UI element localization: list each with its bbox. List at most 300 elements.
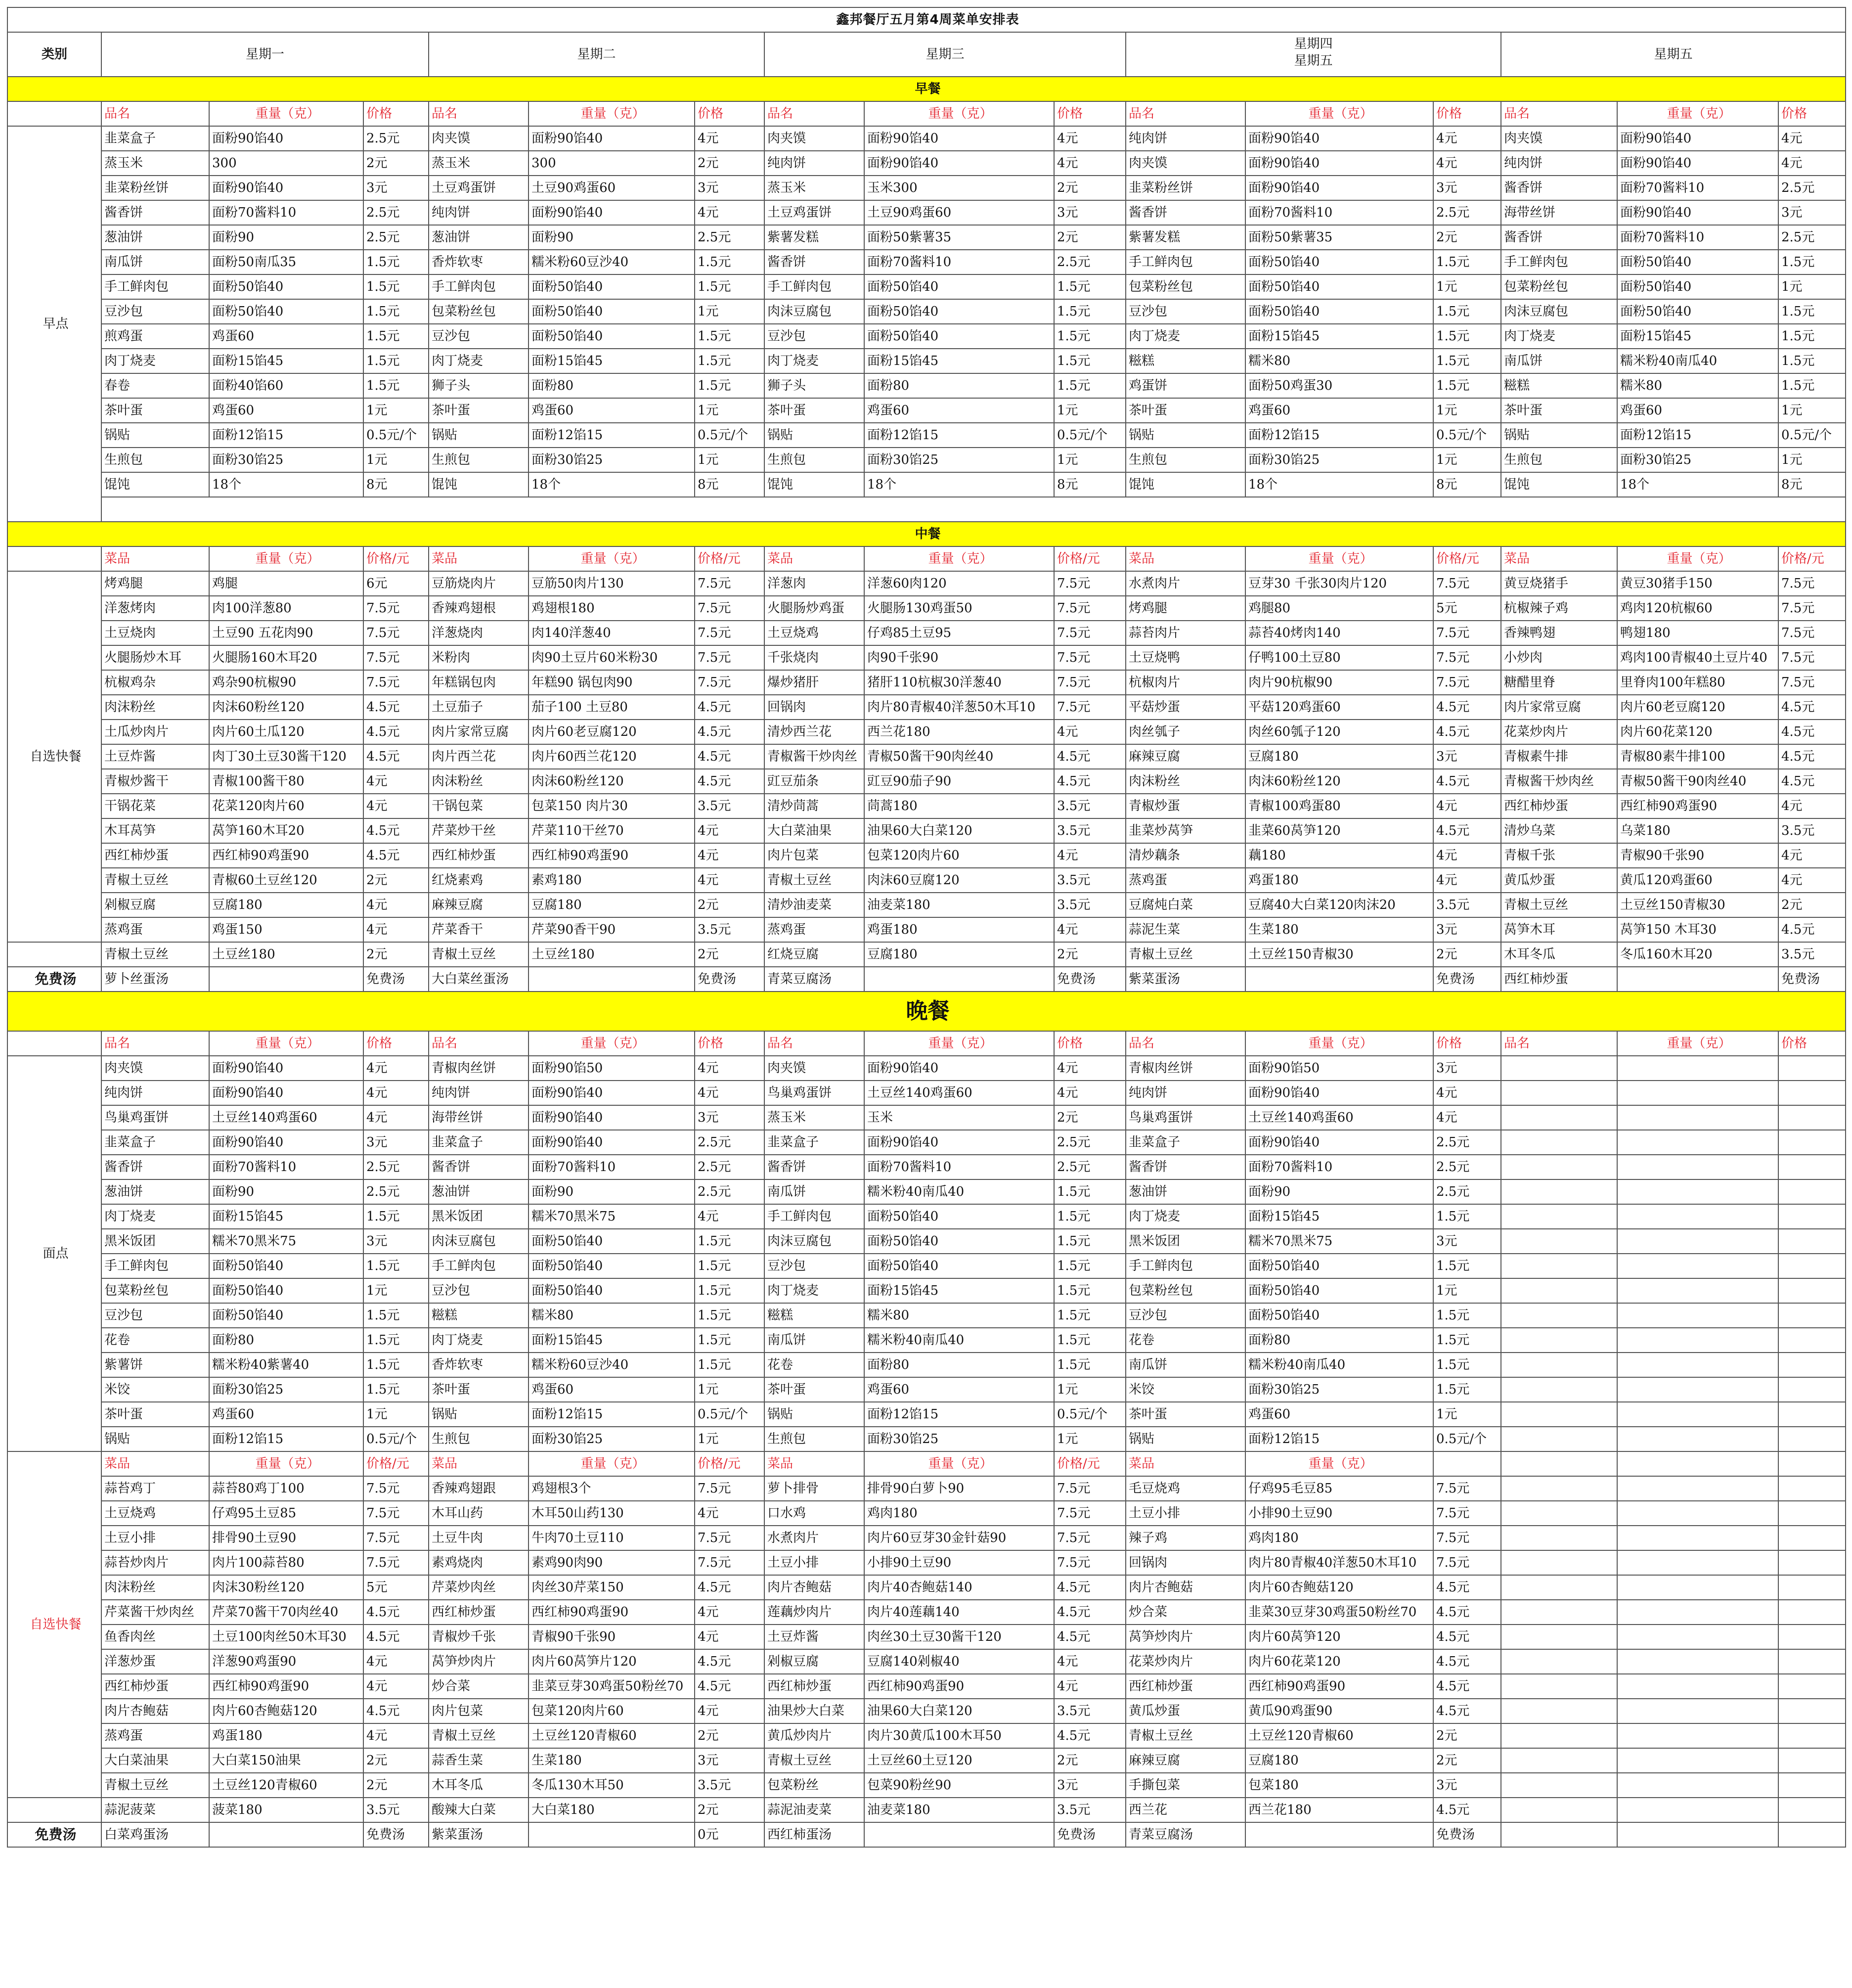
dish-price: 3元 [1433,176,1501,200]
dish-name: 青椒土豆丝 [101,942,209,967]
dish-weight [1617,1254,1778,1278]
dish-price: 7.5元 [1054,1501,1126,1526]
dish-price: 3.5元 [1054,1798,1126,1822]
dish-name: 莴笋炒肉片 [1126,1625,1245,1649]
dish-price: 1.5元 [363,1328,429,1353]
dish-weight: 冬瓜160木耳20 [1617,942,1778,967]
dish-price: 1.5元 [363,1254,429,1278]
dish-name: 鸟巢鸡蛋饼 [101,1105,209,1130]
dish-weight: 鸡蛋60 [1617,398,1778,423]
menu-row [7,1699,1846,1723]
dish-name: 西红柿炒蛋 [764,1674,864,1699]
dish-price: 4.5元 [1778,744,1846,769]
dish-price: 7.5元 [1433,621,1501,645]
dish-price: 1.5元 [1433,1303,1501,1328]
dish-price: 2元 [363,151,429,176]
dish-weight: 面粉50馅40 [864,1229,1054,1254]
dish-price: 3元 [1433,1056,1501,1081]
dish-name [1501,1377,1617,1402]
dish-name: 茶叶蛋 [764,398,864,423]
soup-price: 免费汤 [1054,967,1126,992]
dish-weight: 年糕90 锅包肉90 [529,670,695,695]
soup-name: 紫菜蛋汤 [429,1822,529,1847]
dish-price: 4.5元 [363,818,429,843]
dish-name: 小炒肉 [1501,645,1617,670]
dish-weight: 300 [209,151,363,176]
dish-price: 4.5元 [695,1575,764,1600]
dish-price: 4元 [1778,794,1846,818]
day-header-wednesday: 星期三 [764,32,1126,77]
dish-name: 酱香饼 [101,200,209,225]
dish-price: 4.5元 [1433,818,1501,843]
dish-weight: 包菜120肉片60 [864,843,1054,868]
dish-name: 土豆炸酱 [101,744,209,769]
dish-weight: 面粉90 [209,1179,363,1204]
dish-price: 4.5元 [695,695,764,720]
dish-name: 馄饨 [101,472,209,497]
dish-price: 4元 [1054,1674,1126,1699]
dish-name: 生煎包 [764,1427,864,1451]
dish-weight [1617,1649,1778,1674]
dish-price: 1.5元 [1054,1353,1126,1377]
dish-name: 木耳冬瓜 [429,1773,529,1798]
dish-name [1501,1526,1617,1550]
dish-price: 3元 [1433,917,1501,942]
column-header: 品名 [764,101,864,126]
dish-price: 1元 [1433,398,1501,423]
dish-name: 酱香饼 [764,1155,864,1179]
dish-price: 2.5元 [363,1155,429,1179]
dish-name: 手工鲜肉包 [764,274,864,299]
dish-weight: 鸡蛋180 [209,1723,363,1748]
dish-price: 4.5元 [695,720,764,744]
dish-price: 2.5元 [695,1130,764,1155]
menu-row [7,373,1846,398]
dish-weight: 面粉90馅40 [864,151,1054,176]
dish-price: 4元 [1433,794,1501,818]
dish-weight: 菠菜180 [209,1798,363,1822]
column-header: 品名 [1126,101,1245,126]
dish-price: 4元 [363,1105,429,1130]
dish-weight [1617,1550,1778,1575]
dish-name: 豆沙包 [764,1254,864,1278]
menu-row [7,225,1846,250]
menu-row [7,1278,1846,1303]
dish-name: 包菜粉丝包 [429,299,529,324]
soup-name: 白菜鸡蛋汤 [101,1822,209,1847]
dish-weight: 里脊肉100年糕80 [1617,670,1778,695]
dish-price: 4元 [695,1204,764,1229]
dish-weight: 面粉50馅40 [209,1254,363,1278]
menu-row [7,868,1846,893]
dish-name: 红烧素鸡 [429,868,529,893]
dish-name: 韭菜盒子 [1126,1130,1245,1155]
dish-name: 手工鲜肉包 [429,274,529,299]
dish-weight: 西红柿90鸡蛋90 [864,1674,1054,1699]
dish-price: 3.5元 [1054,794,1126,818]
dish-name: 青椒素牛排 [1501,744,1617,769]
dish-name: 茶叶蛋 [1501,398,1617,423]
dish-price: 1.5元 [1433,299,1501,324]
dish-price: 7.5元 [1778,571,1846,596]
column-header: 价格 [1433,1031,1501,1056]
dish-weight: 青椒90千张90 [529,1625,695,1649]
dish-price: 1.5元 [1778,349,1846,373]
dish-weight: 糯米70黑米75 [529,1204,695,1229]
day-header-thursday-line1: 星期四 [1294,37,1333,51]
dish-price: 0.5元/个 [363,1427,429,1451]
dish-weight: 豆腐180 [529,893,695,917]
dish-weight: 仔鸡95土豆85 [209,1501,363,1526]
menu-row [7,1155,1846,1179]
dish-name [1501,1674,1617,1699]
dish-price: 4.5元 [363,744,429,769]
dish-weight [1617,1798,1778,1822]
dish-weight: 面粉90馅40 [1245,1130,1433,1155]
dish-weight: 西红柿90鸡蛋90 [1245,1674,1433,1699]
menu-row [7,720,1846,744]
dish-weight: 鸡腿 [209,571,363,596]
dish-weight: 糯米70黑米75 [209,1229,363,1254]
dish-price [1778,1328,1846,1353]
dish-price [1778,1130,1846,1155]
dish-weight: 韭菜豆芽30鸡蛋50粉丝70 [529,1674,695,1699]
dish-price [1778,1303,1846,1328]
dish-price: 4元 [1054,720,1126,744]
menu-sheet [7,7,1845,1848]
dish-price: 7.5元 [1054,621,1126,645]
dish-name: 纯肉饼 [1126,1081,1245,1105]
dish-weight: 面粉90馅40 [864,126,1054,151]
dish-price: 6元 [363,571,429,596]
dish-name [1501,1699,1617,1723]
dish-name: 青椒土豆丝 [1126,1723,1245,1748]
dish-weight: 肉片60土瓜120 [209,720,363,744]
dish-weight: 洋葱60肉120 [864,571,1054,596]
dish-weight: 面粉50馅40 [209,274,363,299]
dish-price: 2.5元 [1054,1130,1126,1155]
dish-price: 4.5元 [363,695,429,720]
dish-name [1501,1056,1617,1081]
dish-name [1501,1130,1617,1155]
dish-name: 豆沙包 [101,1303,209,1328]
dish-price: 1.5元 [1433,1353,1501,1377]
dish-name: 蒸玉米 [764,176,864,200]
dish-name: 肉片杏鲍菇 [764,1575,864,1600]
dish-price: 8元 [1433,472,1501,497]
dish-weight: 肉片80青椒40洋葱50木耳10 [864,695,1054,720]
menu-row [7,1723,1846,1748]
dish-name: 生煎包 [1501,448,1617,472]
dish-name: 香辣鸭翅 [1501,621,1617,645]
dish-name: 肉丁烧麦 [1126,1204,1245,1229]
dish-price [1778,1649,1846,1674]
menu-row [7,917,1846,942]
dish-price: 1元 [695,448,764,472]
dish-weight: 鸡杂90杭椒90 [209,670,363,695]
page-title: 鑫邦餐厅五月第4周菜单安排表 [7,7,1846,32]
dish-weight: 面粉90 [529,225,695,250]
dish-price: 1元 [1778,448,1846,472]
menu-row [7,1748,1846,1773]
dish-price: 1.5元 [1054,1328,1126,1353]
dish-name: 肉片杏鲍菇 [1126,1575,1245,1600]
dish-weight [1617,1179,1778,1204]
dish-price: 1.5元 [695,349,764,373]
dish-name: 红烧豆腐 [764,942,864,967]
dish-name: 狮子头 [764,373,864,398]
dish-name: 肉沫豆腐包 [764,1229,864,1254]
dish-name: 生煎包 [764,448,864,472]
dish-weight: 肉片60莴笋片120 [529,1649,695,1674]
dish-weight: 包菜120肉片60 [529,1699,695,1723]
dish-weight: 青椒50酱干90肉丝40 [1617,769,1778,794]
dish-name: 鸟巢鸡蛋饼 [764,1081,864,1105]
dish-price: 7.5元 [363,670,429,695]
dish-price: 2元 [1054,176,1126,200]
menu-row [7,1402,1846,1427]
dish-name: 肉片家常豆腐 [429,720,529,744]
dish-weight: 油麦菜180 [864,1798,1054,1822]
dish-price: 4.5元 [363,1625,429,1649]
dish-weight: 面粉50馅40 [1617,250,1778,274]
menu-row [7,448,1846,472]
menu-row [7,596,1846,621]
dish-name: 蒜苔炒肉片 [101,1550,209,1575]
dish-price: 2.5元 [363,200,429,225]
dish-weight: 面粉90馅40 [209,1056,363,1081]
dish-name [1501,1501,1617,1526]
dish-name: 青椒土豆丝 [101,1773,209,1798]
dish-name: 干锅包菜 [429,794,529,818]
dish-weight: 肉90千张90 [864,645,1054,670]
dish-price: 7.5元 [363,1526,429,1550]
dish-name: 手工鲜肉包 [764,1204,864,1229]
dish-price: 0.5元/个 [695,423,764,448]
dish-weight: 鸡肉120杭椒60 [1617,596,1778,621]
dish-name: 芹菜香干 [429,917,529,942]
dish-price: 4元 [363,1723,429,1748]
dish-price: 2元 [695,942,764,967]
dish-weight: 土豆丝120青椒60 [529,1723,695,1748]
dish-price: 1.5元 [1054,1303,1126,1328]
column-header: 重量（克） [864,1451,1054,1476]
dish-price: 3元 [363,1229,429,1254]
dish-name: 肉丁烧麦 [764,1278,864,1303]
dish-name: 肉丁烧麦 [101,1204,209,1229]
dish-weight: 青椒60土豆丝120 [209,868,363,893]
column-header: 价格 [695,101,764,126]
meal-band-row [7,992,1846,1031]
dish-weight: 乌菜180 [1617,818,1778,843]
menu-row [7,695,1846,720]
menu-row [7,423,1846,448]
column-header: 价格/元 [1778,546,1846,571]
dish-name: 香炸软枣 [429,250,529,274]
dish-weight: 面粉30馅25 [529,1427,695,1451]
dish-weight: 肉片40莲藕140 [864,1600,1054,1625]
dish-weight: 面粉90馅50 [1245,1056,1433,1081]
dish-weight: 肉片30黄瓜100木耳50 [864,1723,1054,1748]
dish-weight: 鸡蛋150 [209,917,363,942]
free-soup-row [7,1822,1846,1847]
dish-name: 剁椒豆腐 [101,893,209,917]
dish-name: 素鸡烧肉 [429,1550,529,1575]
dish-price: 4元 [363,769,429,794]
dish-price: 7.5元 [1054,695,1126,720]
menu-row [7,621,1846,645]
dish-name: 豆沙包 [429,1278,529,1303]
dish-name: 茶叶蛋 [429,398,529,423]
dish-name: 土豆小排 [1126,1501,1245,1526]
day-header-tuesday: 星期二 [429,32,764,77]
menu-row [7,1649,1846,1674]
dish-price: 3.5元 [1054,893,1126,917]
dish-name: 韭菜盒子 [101,126,209,151]
dish-name: 蒜泥菠菜 [101,1798,209,1822]
menu-row [7,1229,1846,1254]
dish-name [1501,1303,1617,1328]
dish-price: 3.5元 [695,1773,764,1798]
menu-row [7,200,1846,225]
dish-name: 黑米饭团 [429,1204,529,1229]
dish-name: 青椒土豆丝 [1501,893,1617,917]
dish-price: 4.5元 [1054,1625,1126,1649]
dish-name: 西兰花 [1126,1798,1245,1822]
dish-weight: 木耳50山药130 [529,1501,695,1526]
dish-name: 肉夹馍 [764,126,864,151]
dish-price: 2.5元 [1433,1130,1501,1155]
dish-name: 土豆小排 [764,1550,864,1575]
column-header: 价格/元 [1054,1451,1126,1476]
menu-row [7,1798,1846,1822]
dish-name: 酱香饼 [1501,225,1617,250]
dish-weight: 肉140洋葱40 [529,621,695,645]
dish-weight: 土豆丝150青椒30 [1617,893,1778,917]
column-header-row [7,1031,1846,1056]
dish-price: 2.5元 [695,1179,764,1204]
dish-name: 糍糕 [429,1303,529,1328]
dish-price: 4.5元 [1054,1600,1126,1625]
dish-price: 4元 [695,1699,764,1723]
dish-price: 1.5元 [695,324,764,349]
soup-name: 西红柿炒蛋 [1501,967,1617,992]
dish-price: 1.5元 [363,1303,429,1328]
dish-name: 韭菜炒莴笋 [1126,818,1245,843]
dish-price: 4元 [1054,917,1126,942]
dish-name: 千张烧肉 [764,645,864,670]
dish-name: 糍糕 [1126,349,1245,373]
dish-name: 肉沫豆腐包 [429,1229,529,1254]
dish-name: 锅贴 [429,423,529,448]
dish-weight: 300 [529,151,695,176]
dish-price: 1.5元 [363,373,429,398]
dish-weight: 面粉50馅40 [1245,250,1433,274]
dish-price: 2元 [695,151,764,176]
dish-price [1778,1056,1846,1081]
dish-name: 肉片包菜 [429,1699,529,1723]
dish-weight [1617,1229,1778,1254]
dish-name: 蒸玉米 [101,151,209,176]
dish-name: 包菜粉丝包 [1126,1278,1245,1303]
column-header: 重量（克） [529,1031,695,1056]
dish-name: 黑米饭团 [101,1229,209,1254]
dish-weight: 西红柿90鸡蛋90 [529,1600,695,1625]
soup-weight [1245,1822,1433,1847]
dish-name: 手工鲜肉包 [101,1254,209,1278]
dish-name: 肉片杏鲍菇 [101,1699,209,1723]
dish-weight: 面粉50馅40 [529,299,695,324]
dish-price: 1.5元 [1054,349,1126,373]
dish-name: 酱香饼 [764,250,864,274]
dish-name: 油果炒大白菜 [764,1699,864,1723]
dish-price: 7.5元 [1054,596,1126,621]
dish-price: 7.5元 [1433,670,1501,695]
dish-name: 豇豆茄条 [764,769,864,794]
dish-name: 豆沙包 [101,299,209,324]
dish-price: 4元 [1778,126,1846,151]
dish-weight: 土豆丝180 [529,942,695,967]
dish-name: 葱油饼 [1126,1179,1245,1204]
menu-row [7,1105,1846,1130]
dish-price: 3元 [1778,200,1846,225]
meal-band: 中餐 [7,522,1846,546]
column-header: 重量（克） [209,546,363,571]
dish-weight [1617,1723,1778,1748]
dish-weight: 芹菜70酱干70肉丝40 [209,1600,363,1625]
dish-weight: 糯米80 [864,1303,1054,1328]
dish-price: 4元 [1433,843,1501,868]
dish-name: 芹菜酱干炒肉丝 [101,1600,209,1625]
dish-weight: 面粉50馅40 [529,1278,695,1303]
dish-weight: 面粉50馅40 [1245,1303,1433,1328]
dish-name: 纯肉饼 [429,200,529,225]
dish-price: 7.5元 [363,596,429,621]
dish-price: 1元 [363,448,429,472]
menu-row [7,1056,1846,1081]
dish-name: 手撕包菜 [1126,1773,1245,1798]
dish-price: 3.5元 [695,794,764,818]
dish-weight: 面粉90馅40 [1617,126,1778,151]
dish-price: 0.5元/个 [1433,423,1501,448]
dish-weight: 面粉50馅40 [1245,1278,1433,1303]
dish-weight: 鸡蛋60 [209,398,363,423]
dish-name: 茶叶蛋 [1126,398,1245,423]
column-header: 价格/元 [363,546,429,571]
dish-weight: 鸡翅根3个 [529,1476,695,1501]
menu-row [7,942,1846,967]
dish-price: 2.5元 [695,225,764,250]
dish-price [1778,1476,1846,1501]
dish-weight: 西红柿90鸡蛋90 [209,843,363,868]
dish-weight: 小排90土豆90 [864,1550,1054,1575]
dish-name: 锅贴 [101,423,209,448]
dish-weight: 肉丝60瓠子120 [1245,720,1433,744]
dish-weight: 面粉90馅40 [1617,200,1778,225]
dish-name [1501,1773,1617,1798]
column-header: 价格/元 [363,1451,429,1476]
column-header: 品名 [429,1031,529,1056]
menu-row [7,1081,1846,1105]
dish-name: 肉丝瓠子 [1126,720,1245,744]
dish-weight: 鸡蛋180 [1245,868,1433,893]
dish-price: 2.5元 [1433,1179,1501,1204]
soup-weight [529,967,695,992]
dish-price: 1元 [1054,448,1126,472]
dish-price: 7.5元 [1778,596,1846,621]
column-header: 价格 [363,1031,429,1056]
dish-name: 肉夹馍 [764,1056,864,1081]
